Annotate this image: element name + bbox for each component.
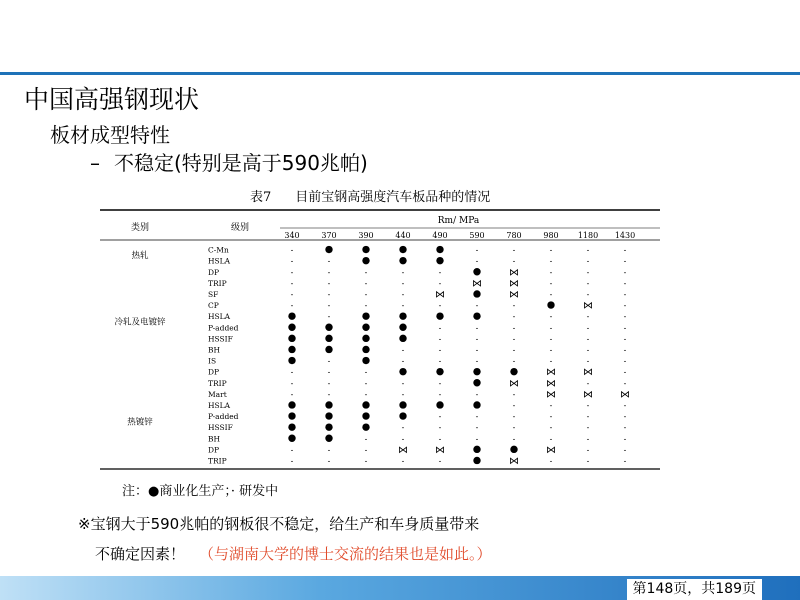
strength-col-header: 780	[506, 231, 522, 240]
commercial-production-dot	[436, 401, 443, 408]
empty-cell-dash: -	[586, 356, 590, 366]
commercial-production-dot	[325, 324, 332, 331]
commercial-production-dot	[510, 368, 517, 375]
empty-cell-dash: -	[364, 267, 368, 277]
commercial-production-dot	[288, 312, 295, 319]
footnote-line2-text: 不确定因素！	[95, 545, 186, 563]
strength-col-header: 370	[321, 231, 337, 240]
empty-cell-dash: -	[438, 345, 442, 355]
empty-cell-dash: -	[586, 323, 590, 333]
empty-cell-dash: -	[290, 245, 294, 255]
empty-cell-dash: -	[327, 378, 331, 388]
commercial-production-dot	[288, 357, 295, 364]
commercial-production-dot	[399, 257, 406, 264]
empty-cell-dash: -	[549, 245, 553, 255]
grade-label: HSLA	[208, 256, 231, 266]
empty-cell-dash: -	[623, 456, 627, 466]
empty-cell-dash: -	[512, 400, 516, 410]
commercial-production-dot	[399, 368, 406, 375]
empty-cell-dash: -	[290, 278, 294, 288]
empty-cell-dash: -	[623, 378, 627, 388]
empty-cell-dash: -	[623, 356, 627, 366]
footnote-line2	[95, 543, 492, 564]
empty-cell-dash: -	[549, 456, 553, 466]
empty-cell-dash: -	[401, 345, 405, 355]
strength-col-header: 390	[358, 231, 374, 240]
table-note: 注：●商业化生产；· 研发中	[122, 484, 279, 499]
strength-col-header: 590	[469, 231, 485, 240]
empty-cell-dash: -	[364, 278, 368, 288]
strength-col-header: 980	[543, 231, 559, 240]
empty-cell-dash: -	[512, 345, 516, 355]
commercial-production-dot	[399, 401, 406, 408]
bullet-level2	[90, 147, 368, 176]
development-mark: ⋈	[509, 378, 519, 390]
commercial-production-dot	[473, 290, 480, 297]
empty-cell-dash: -	[586, 378, 590, 388]
empty-cell-dash: -	[586, 456, 590, 466]
empty-cell-dash: -	[401, 378, 405, 388]
empty-cell-dash: -	[401, 301, 405, 311]
slide-title: 中国高强钢现状	[24, 85, 200, 114]
bullet-level2-text: 不稳定(特别是高于590兆帕)	[114, 151, 368, 175]
empty-cell-dash: -	[623, 245, 627, 255]
grade-label: DP	[208, 267, 220, 277]
empty-cell-dash: -	[290, 456, 294, 466]
strength-col-header: 490	[432, 231, 448, 240]
empty-cell-dash: -	[327, 256, 331, 266]
empty-cell-dash: -	[290, 289, 294, 299]
empty-cell-dash: -	[401, 278, 405, 288]
empty-cell-dash: -	[438, 423, 442, 433]
empty-cell-dash: -	[623, 312, 627, 322]
empty-cell-dash: -	[586, 267, 590, 277]
empty-cell-dash: -	[549, 423, 553, 433]
commercial-production-dot	[473, 379, 480, 386]
commercial-production-dot	[362, 335, 369, 342]
bullet-level1: 板材成型特性	[50, 123, 170, 147]
empty-cell-dash: -	[549, 289, 553, 299]
empty-cell-dash: -	[549, 400, 553, 410]
empty-cell-dash: -	[364, 378, 368, 388]
grade-label: TRIP	[208, 456, 227, 466]
empty-cell-dash: -	[290, 445, 294, 455]
strength-col-header: 1180	[577, 231, 599, 240]
empty-cell-dash: -	[512, 256, 516, 266]
empty-cell-dash: -	[586, 256, 590, 266]
development-mark: ⋈	[509, 267, 519, 279]
group-label: 热轧	[131, 251, 149, 262]
grade-label: HSLA	[208, 312, 231, 322]
empty-cell-dash: -	[364, 289, 368, 299]
empty-cell-dash: -	[549, 312, 553, 322]
empty-cell-dash: -	[290, 389, 294, 399]
empty-cell-dash: -	[475, 301, 479, 311]
empty-cell-dash: -	[438, 334, 442, 344]
page-indicator: 第148页，共189页	[627, 579, 762, 600]
empty-cell-dash: -	[438, 267, 442, 277]
empty-cell-dash: -	[586, 334, 590, 344]
grade-label: DP	[208, 445, 220, 455]
grade-label: CP	[208, 301, 219, 311]
empty-cell-dash: -	[512, 389, 516, 399]
grade-label: P-added	[208, 412, 239, 422]
grade-label: TRIP	[208, 278, 227, 288]
commercial-production-dot	[510, 446, 517, 453]
commercial-production-dot	[399, 246, 406, 253]
grade-label: SF	[208, 289, 219, 299]
empty-cell-dash: -	[586, 312, 590, 322]
empty-cell-dash: -	[327, 267, 331, 277]
development-mark: ⋈	[620, 389, 630, 401]
empty-cell-dash: -	[475, 334, 479, 344]
commercial-production-dot	[362, 246, 369, 253]
header-rm: Rm/ MPa	[437, 216, 480, 226]
grade-label: BH	[208, 434, 221, 444]
commercial-production-dot	[288, 423, 295, 430]
empty-cell-dash: -	[438, 378, 442, 388]
commercial-production-dot	[362, 412, 369, 419]
group-label: 冷轧及电镀锌	[114, 317, 166, 328]
steel-grade-table-svg	[100, 208, 660, 472]
commercial-production-dot	[399, 335, 406, 342]
top-accent-rule	[0, 72, 800, 75]
empty-cell-dash: -	[364, 367, 368, 377]
development-mark: ⋈	[546, 378, 556, 390]
empty-cell-dash: -	[586, 345, 590, 355]
empty-cell-dash: -	[438, 412, 442, 422]
empty-cell-dash: -	[438, 323, 442, 333]
empty-cell-dash: -	[586, 278, 590, 288]
empty-cell-dash: -	[512, 312, 516, 322]
grade-label: Mart	[208, 389, 227, 399]
commercial-production-dot	[362, 257, 369, 264]
strength-col-header: 340	[284, 231, 300, 240]
empty-cell-dash: -	[586, 445, 590, 455]
empty-cell-dash: -	[327, 356, 331, 366]
development-mark: ⋈	[509, 455, 519, 467]
empty-cell-dash: -	[586, 423, 590, 433]
commercial-production-dot	[473, 401, 480, 408]
commercial-production-dot	[325, 246, 332, 253]
commercial-production-dot	[325, 412, 332, 419]
commercial-production-dot	[325, 401, 332, 408]
development-mark: ⋈	[583, 300, 593, 312]
empty-cell-dash: -	[623, 334, 627, 344]
empty-cell-dash: -	[586, 412, 590, 422]
empty-cell-dash: -	[586, 434, 590, 444]
commercial-production-dot	[288, 335, 295, 342]
table-caption-title: 目前宝钢高强度汽车板品种的情况	[295, 190, 491, 205]
empty-cell-dash: -	[586, 400, 590, 410]
empty-cell-dash: -	[549, 256, 553, 266]
header-grade: 级别	[230, 223, 250, 233]
development-mark: ⋈	[435, 444, 445, 456]
commercial-production-dot	[325, 435, 332, 442]
empty-cell-dash: -	[327, 367, 331, 377]
empty-cell-dash: -	[475, 245, 479, 255]
empty-cell-dash: -	[549, 412, 553, 422]
development-mark: ⋈	[472, 278, 482, 290]
empty-cell-dash: -	[438, 434, 442, 444]
empty-cell-dash: -	[364, 389, 368, 399]
group-label: 热镀锌	[127, 417, 153, 428]
empty-cell-dash: -	[401, 423, 405, 433]
table-caption-number: 表7	[250, 190, 272, 205]
empty-cell-dash: -	[290, 267, 294, 277]
empty-cell-dash: -	[512, 301, 516, 311]
footnote-line1: ※宝钢大于590兆帕的钢板很不稳定，给生产和车身质量带来	[78, 515, 480, 533]
strength-col-header: 440	[395, 231, 411, 240]
commercial-production-dot	[325, 335, 332, 342]
commercial-production-dot	[473, 268, 480, 275]
empty-cell-dash: -	[512, 323, 516, 333]
empty-cell-dash: -	[438, 389, 442, 399]
commercial-production-dot	[399, 324, 406, 331]
empty-cell-dash: -	[586, 245, 590, 255]
commercial-production-dot	[473, 446, 480, 453]
empty-cell-dash: -	[623, 434, 627, 444]
empty-cell-dash: -	[623, 301, 627, 311]
empty-cell-dash: -	[327, 289, 331, 299]
grade-label: BH	[208, 345, 221, 355]
commercial-production-dot	[399, 412, 406, 419]
empty-cell-dash: -	[438, 456, 442, 466]
empty-cell-dash: -	[475, 389, 479, 399]
commercial-production-dot	[362, 357, 369, 364]
empty-cell-dash: -	[512, 412, 516, 422]
empty-cell-dash: -	[475, 356, 479, 366]
grade-label: DP	[208, 367, 220, 377]
commercial-production-dot	[436, 368, 443, 375]
empty-cell-dash: -	[401, 456, 405, 466]
empty-cell-dash: -	[623, 256, 627, 266]
empty-cell-dash: -	[586, 289, 590, 299]
empty-cell-dash: -	[549, 323, 553, 333]
empty-cell-dash: -	[623, 267, 627, 277]
empty-cell-dash: -	[623, 423, 627, 433]
empty-cell-dash: -	[512, 356, 516, 366]
empty-cell-dash: -	[623, 289, 627, 299]
commercial-production-dot	[288, 435, 295, 442]
empty-cell-dash: -	[549, 334, 553, 344]
empty-cell-dash: -	[475, 434, 479, 444]
development-mark: ⋈	[435, 289, 445, 301]
commercial-production-dot	[362, 423, 369, 430]
empty-cell-dash: -	[623, 400, 627, 410]
empty-cell-dash: -	[364, 434, 368, 444]
development-mark: ⋈	[546, 444, 556, 456]
empty-cell-dash: -	[623, 367, 627, 377]
empty-cell-dash: -	[364, 456, 368, 466]
empty-cell-dash: -	[512, 423, 516, 433]
empty-cell-dash: -	[623, 412, 627, 422]
empty-cell-dash: -	[438, 356, 442, 366]
commercial-production-dot	[436, 257, 443, 264]
commercial-production-dot	[362, 312, 369, 319]
empty-cell-dash: -	[401, 389, 405, 399]
commercial-production-dot	[473, 457, 480, 464]
empty-cell-dash: -	[327, 445, 331, 455]
grade-label: HSSIF	[208, 334, 233, 344]
table-caption	[250, 186, 490, 205]
empty-cell-dash: -	[364, 445, 368, 455]
empty-cell-dash: -	[475, 423, 479, 433]
grade-label: HSLA	[208, 400, 231, 410]
empty-cell-dash: -	[549, 434, 553, 444]
commercial-production-dot	[325, 346, 332, 353]
commercial-production-dot	[436, 312, 443, 319]
commercial-production-dot	[288, 401, 295, 408]
commercial-production-dot	[436, 246, 443, 253]
commercial-production-dot	[473, 368, 480, 375]
header-type: 类别	[130, 223, 150, 233]
commercial-production-dot	[288, 346, 295, 353]
empty-cell-dash: -	[438, 301, 442, 311]
commercial-production-dot	[325, 423, 332, 430]
empty-cell-dash: -	[438, 278, 442, 288]
development-mark: ⋈	[509, 289, 519, 301]
grade-label: HSSIF	[208, 423, 233, 433]
empty-cell-dash: -	[290, 256, 294, 266]
empty-cell-dash: -	[549, 278, 553, 288]
empty-cell-dash: -	[475, 323, 479, 333]
empty-cell-dash: -	[475, 412, 479, 422]
commercial-production-dot	[473, 312, 480, 319]
development-mark: ⋈	[509, 278, 519, 290]
empty-cell-dash: -	[475, 345, 479, 355]
empty-cell-dash: -	[401, 289, 405, 299]
empty-cell-dash: -	[549, 356, 553, 366]
commercial-production-dot	[362, 346, 369, 353]
empty-cell-dash: -	[327, 456, 331, 466]
empty-cell-dash: -	[327, 278, 331, 288]
empty-cell-dash: -	[327, 301, 331, 311]
empty-cell-dash: -	[623, 323, 627, 333]
empty-cell-dash: -	[401, 356, 405, 366]
empty-cell-dash: -	[475, 256, 479, 266]
commercial-production-dot	[547, 301, 554, 308]
empty-cell-dash: -	[290, 301, 294, 311]
empty-cell-dash: -	[512, 245, 516, 255]
development-mark: ⋈	[583, 367, 593, 379]
commercial-production-dot	[288, 324, 295, 331]
empty-cell-dash: -	[549, 267, 553, 277]
empty-cell-dash: -	[623, 278, 627, 288]
steel-grade-table	[100, 208, 660, 472]
empty-cell-dash: -	[290, 378, 294, 388]
strength-col-header: 1430	[614, 231, 636, 240]
grade-label: C-Mn	[208, 245, 229, 255]
empty-cell-dash: -	[512, 334, 516, 344]
development-mark: ⋈	[546, 367, 556, 379]
bullet-dash: –	[90, 151, 100, 175]
grade-label: IS	[208, 356, 217, 366]
grade-label: TRIP	[208, 378, 227, 388]
empty-cell-dash: -	[401, 434, 405, 444]
empty-cell-dash: -	[290, 367, 294, 377]
commercial-production-dot	[362, 324, 369, 331]
commercial-production-dot	[362, 401, 369, 408]
empty-cell-dash: -	[401, 267, 405, 277]
empty-cell-dash: -	[327, 312, 331, 322]
development-mark: ⋈	[546, 389, 556, 401]
development-mark: ⋈	[398, 444, 408, 456]
empty-cell-dash: -	[327, 389, 331, 399]
empty-cell-dash: -	[364, 301, 368, 311]
empty-cell-dash: -	[549, 345, 553, 355]
footnote-highlight: （与湖南大学的博士交流的结果也是如此。）	[199, 545, 492, 563]
commercial-production-dot	[288, 412, 295, 419]
commercial-production-dot	[399, 312, 406, 319]
empty-cell-dash: -	[623, 345, 627, 355]
empty-cell-dash: -	[623, 445, 627, 455]
grade-label: P-added	[208, 323, 239, 333]
development-mark: ⋈	[583, 389, 593, 401]
empty-cell-dash: -	[512, 434, 516, 444]
